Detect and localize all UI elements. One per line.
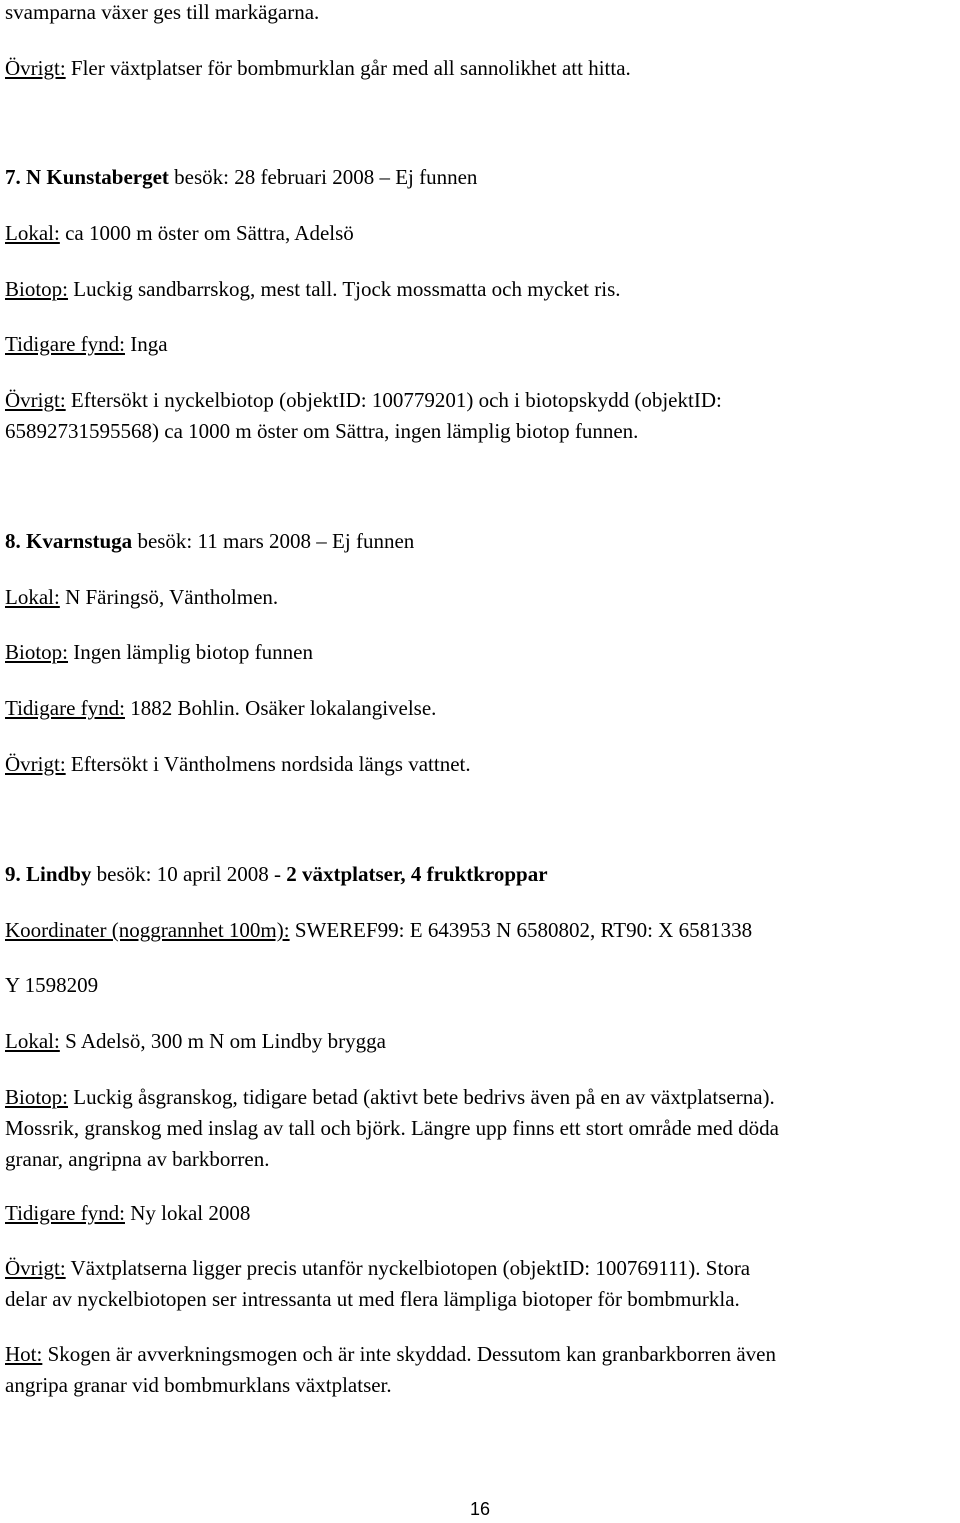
field-label: Tidigare fynd: <box>5 332 125 356</box>
field-value: Eftersökt i Väntholmens nordsida längs vattnet. <box>65 752 471 776</box>
page-number: 16 <box>469 1499 491 1519</box>
tidigare-fynd-line <box>5 693 436 724</box>
biotop-line-continued <box>5 1144 269 1175</box>
site-visit: besök: 10 april 2008 - <box>91 862 287 886</box>
field-label: Biotop: <box>5 640 69 664</box>
site-name: N Kunstaberget <box>20 165 169 189</box>
intro-ovrigt <box>5 53 631 84</box>
biotop-line <box>5 1082 775 1113</box>
field-value: delar av nyckelbiotopen ser intressanta ut med flera lämpliga biotoper för bombmurkla. <box>5 1287 740 1311</box>
field-label: Lokal: <box>5 221 60 245</box>
field-label: Koordinater (noggrannhet 100m): <box>5 918 290 942</box>
site-number: 8. <box>5 529 21 553</box>
field-value: ca 1000 m öster om Sättra, Adelsö <box>59 221 354 245</box>
lokal-line <box>5 1026 386 1057</box>
field-value: Inga <box>124 332 168 356</box>
field-label: Lokal: <box>5 585 60 609</box>
biotop-line <box>5 637 313 668</box>
field-value: Ingen lämplig biotop funnen <box>68 640 313 664</box>
hot-line-continued <box>5 1370 392 1401</box>
field-value: Eftersökt i nyckelbiotop (objektID: 100779201) och i biotopskydd (objektID: <box>65 388 722 412</box>
site-number: 7. <box>5 165 21 189</box>
site-heading <box>5 162 477 193</box>
ovrigt-line-continued <box>5 416 638 447</box>
field-label: Lokal: <box>5 1029 60 1053</box>
field-value: angripa granar vid bombmurklans växtplatser. <box>5 1373 392 1397</box>
field-label: Övrigt: <box>5 56 66 80</box>
field-label: Biotop: <box>5 1085 69 1109</box>
site-number: 9. <box>5 862 21 886</box>
field-value: S Adelsö, 300 m N om Lindby brygga <box>59 1029 386 1053</box>
koordinater-line <box>5 915 752 946</box>
tidigare-fynd-line <box>5 1198 250 1229</box>
site-visit: besök: 11 mars 2008 – Ej funnen <box>132 529 415 553</box>
lokal-line <box>5 582 278 613</box>
hot-line <box>5 1339 776 1370</box>
ovrigt-line <box>5 1253 750 1284</box>
lokal-line <box>5 218 354 249</box>
tidigare-fynd-line <box>5 329 168 360</box>
field-value: Ny lokal 2008 <box>124 1201 251 1225</box>
field-label: Övrigt: <box>5 1256 66 1280</box>
field-value: Luckig sandbarrskog, mest tall. Tjock mossmatta och mycket ris. <box>68 277 621 301</box>
ovrigt-line <box>5 385 722 416</box>
site-heading <box>5 859 548 890</box>
field-value: Växtplatserna ligger precis utanför nyckelbiotopen (objektID: 100769111). Stora <box>65 1256 751 1280</box>
site-name: Lindby <box>20 862 92 886</box>
field-value: Skogen är avverkningsmogen och är inte skyddad. Dessutom kan granbarkborren även <box>42 1342 776 1366</box>
intro-line <box>5 0 319 28</box>
field-value: 1882 Bohlin. Osäker lokalangivelse. <box>124 696 437 720</box>
site-result: 2 växtplatser, 4 fruktkroppar <box>286 862 548 886</box>
field-value: Luckig åsgranskog, tidigare betad (aktivt bete bedrivs även på en av växtplatserna). <box>68 1085 775 1109</box>
site-heading <box>5 526 414 557</box>
koordinater-line-continued <box>5 970 98 1001</box>
field-label: Tidigare fynd: <box>5 1201 125 1225</box>
field-value: Mossrik, granskog med inslag av tall och björk. Längre upp finns ett stort område med döda <box>5 1116 779 1140</box>
field-value: Y 1598209 <box>5 973 99 997</box>
intro-text: svamparna växer ges till markägarna. <box>5 0 320 24</box>
site-name: Kvarnstuga <box>20 529 133 553</box>
field-label: Övrigt: <box>5 388 66 412</box>
field-value: N Färingsö, Väntholmen. <box>59 585 279 609</box>
site-visit: besök: 28 februari 2008 – Ej funnen <box>168 165 478 189</box>
field-label: Biotop: <box>5 277 69 301</box>
field-label: Tidigare fynd: <box>5 696 125 720</box>
field-label: Hot: <box>5 1342 43 1366</box>
field-value: Fler växtplatser för bombmurklan går med all sannolikhet att hitta. <box>65 56 631 80</box>
field-value: SWEREF99: E 643953 N 6580802, RT90: X 6581338 <box>289 918 753 942</box>
biotop-line-continued <box>5 1113 779 1144</box>
ovrigt-line-continued <box>5 1284 740 1315</box>
field-value: 65892731595568) ca 1000 m öster om Sättra, ingen lämplig biotop funnen. <box>5 419 639 443</box>
field-value: granar, angripna av barkborren. <box>5 1147 270 1171</box>
biotop-line <box>5 274 621 305</box>
ovrigt-line <box>5 749 471 780</box>
field-label: Övrigt: <box>5 752 66 776</box>
